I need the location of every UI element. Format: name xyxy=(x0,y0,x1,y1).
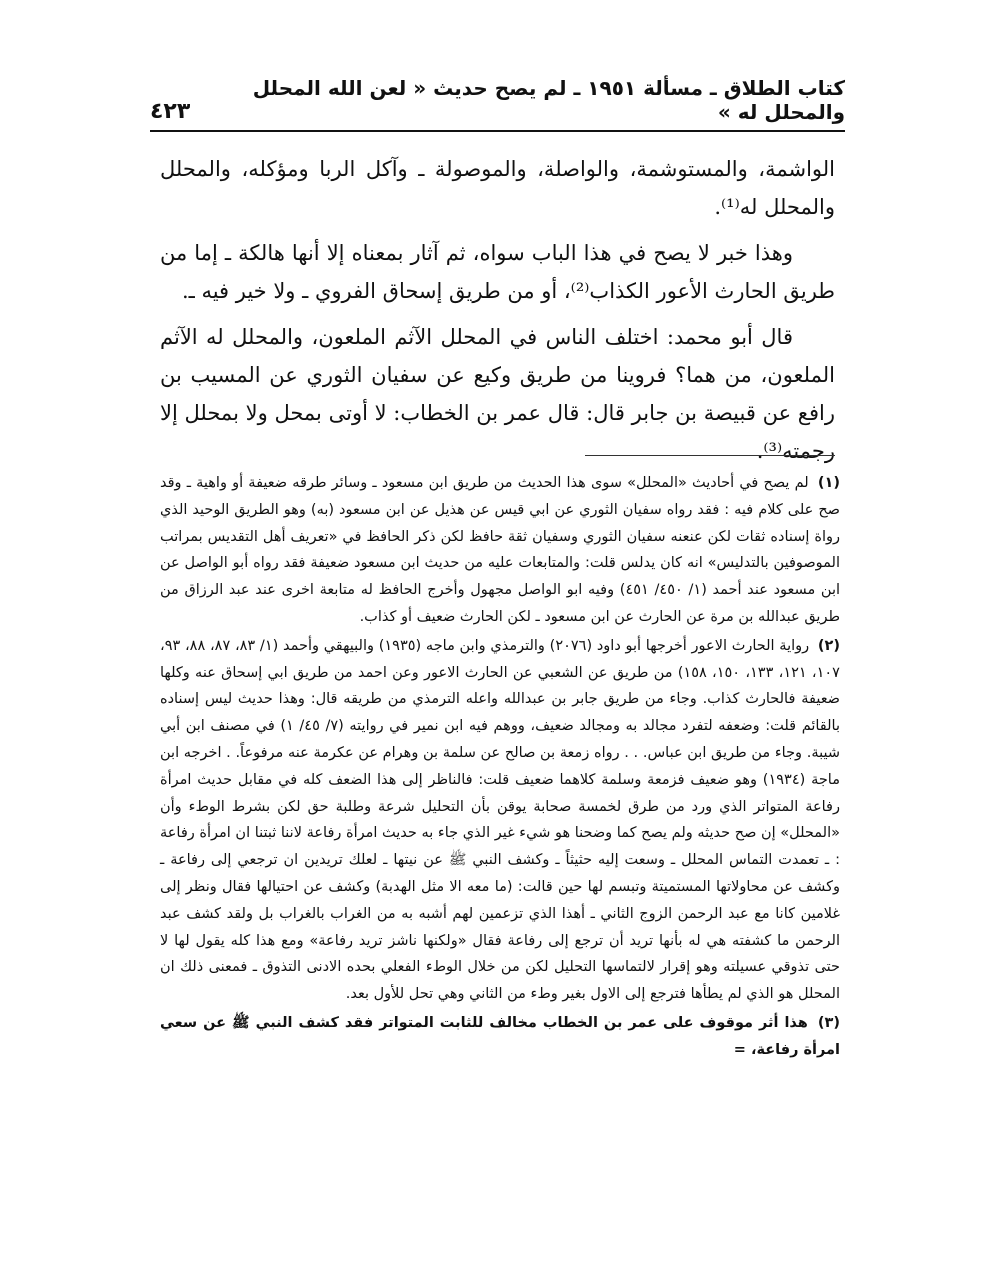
footnote-number: (١) xyxy=(817,475,841,491)
footnote-1 xyxy=(160,470,840,631)
body-paragraph-3: قال أبو محمد: اختلف الناس في المحلل الآثم الملعون، والمحلل له الآثم الملعون، من هما؟ فروينا من طريق وكيع عن سفيان الثوري عن المسيب بن رافع عن قبيصة بن جابر قال: قال عمر بن الخطاب: لا أوتى بمحل ولا بمحلل إلا رجمته⁽³⁾. xyxy=(160,325,835,463)
body-paragraph-2: وهذا خبر لا يصح في هذا الباب سواه، ثم آثار بمعناه إلا أنها هالكة ـ إما من طريق الحارث الأعور الكذاب⁽²⁾، أو من طريق إسحاق الفروي ـ ولا خير فيه ـ. xyxy=(160,241,835,303)
running-header xyxy=(150,76,845,132)
footnote-3 xyxy=(160,1010,840,1064)
footnote-number: (٢) xyxy=(817,637,841,654)
footnote-text: هذا أثر موقوف على عمر بن الخطاب مخالف للثابت المتواتر فقد كشف النبي ﷺ عن سعي امرأة رفاعة، = xyxy=(160,1014,840,1058)
body-paragraph-1: الواشمة، والمستوشمة، والواصلة، والموصولة ـ وآكل الربا ومؤكله، والمحلل والمحلل له⁽¹⁾. xyxy=(160,157,835,219)
footnote-number: (٣) xyxy=(817,1014,840,1031)
header-title: كتاب الطلاق ـ مسألة ١٩٥١ ـ لم يصح حديث « لعن الله المحلل والمحلل له » xyxy=(252,76,845,124)
footnote-text: لم يصح في أحاديث «المحلل» سوى هذا الحديث من طريق ابن مسعود ـ وسائر طرقه ضعيفة أو واهية ـ وقد صح على كلام فيه : فقد رواه سفيان الثوري عن ابي قيس عن هذيل عن ابن مسعود (به) وهو الطريق الوحيد الذي رواة إسناده ثقات لكن عنعنه سفيان الثوري وسفيان ثقة حافظ لكن ذكر الحافظ في «تعريف أهل التقديس بمراتب الموصوفين بالتدليس» انه كان يدلس قلت: والمتابعات عليه من حديث ابن مسعود ضعيفة فقد رواه أبو الواصل عن ابن مسعود عند أحمد (١/ ٤٥٠/ ٤٥١) وفيه ابو الواصل مجهول وأخرج الحافظ له متابعة اخرى عند عبد الرزاق من طريق عبدالله بن مرة عن الحارث عن ابن مسعود ـ لكن الحارث ضعيف أو كذاب. xyxy=(160,475,841,625)
main-text xyxy=(160,150,835,478)
footnote-2 xyxy=(160,633,840,1008)
footnote-text: رواية الحارث الاعور أخرجها أبو داود (٢٠٧٦) والترمذي وابن ماجه (١٩٣٥) والبيهقي وأحمد (١/ ٨٣، ٨٧، ٨٨، ٩٣، ١٠٧، ١٢١، ١٣٣، ١٥٠، ١٥٨) من طريق عن الشعبي عن الحارث الاعور وعن احمد من طريق ابي إسحاق عنه وكلها ضعيفة فالحارث كذاب. وجاء من طريق جابر بن عبدالله واعله الترمذي من طريقه قال: وهذا حديث ليس إسناده بالقائم قلت: وضعفه لتفرد مجالد به ومجالد ضعيف، ووهم فيه ابن نمير في روايته (٧/ ٤٥/ ١) في مصنف ابن أبي شيبة. وجاء من طريق ابن عباس. . . رواه زمعة بن صالح عن سلمة بن وهرام عن عكرمة عنه مرفوعاً. . اخرجه ابن ماجة (١٩٣٤) وهو ضعيف فزمعة وسلمة كلاهما ضعيف قلت: فالناظر إلى هذا الضعف كله في مقابل حديث امرأة رفاعة المتواتر الذي ورد من طرق لخمسة صحابة يوقن بأن التحليل شرعة وطلبة حق لكن بشرط الوطء وأن «المحلل» إن صح حديثه ولم يصح كما وضحنا هو شيء غير الذي جاء به حديث امرأة رفاعة لاننا ثبتنا ان امرأة رفاعة : ـ تعمدت التماس المحلل ـ وسعت إليه حثيثاً ـ وكشف النبي ﷺ عن نيتها ـ لعلك تريدين ان ترجعي إلى رفاعة ـ وكشف عن محاولاتها المستميتة وتبسم لها حين قالت: (ما معه الا مثل الهدبة) وكشف عن احتيالها فقال ونظر إلى غلامين كانا مع عبد الرحمن الزوج الثاني ـ أهذا الذي تزعمين لهم أشبه به من الغراب بالغراب بل ولقد كشف عبد الرحمن ما كشفته هي له بأنها تريد أن ترجع إلى رفاعة فقال «ولكنها ناشز تريد رفاعة» ومع هذا كله يقول لها لا حتى تذوقي عسيلته وهو إقرار لالتماسها التحليل لكن من خلال الوطء الفعلي بحده الادنى التذوق ـ فمعنى ذلك ان المحلل هو الذي لم يطأها فترجع إلى الاول بغير وطء من الثاني وهي تحل للأول بعد. xyxy=(160,637,841,1003)
footnote-separator xyxy=(585,455,835,456)
page-number: ٤٢٣ xyxy=(150,99,191,124)
footnotes xyxy=(160,470,840,1066)
